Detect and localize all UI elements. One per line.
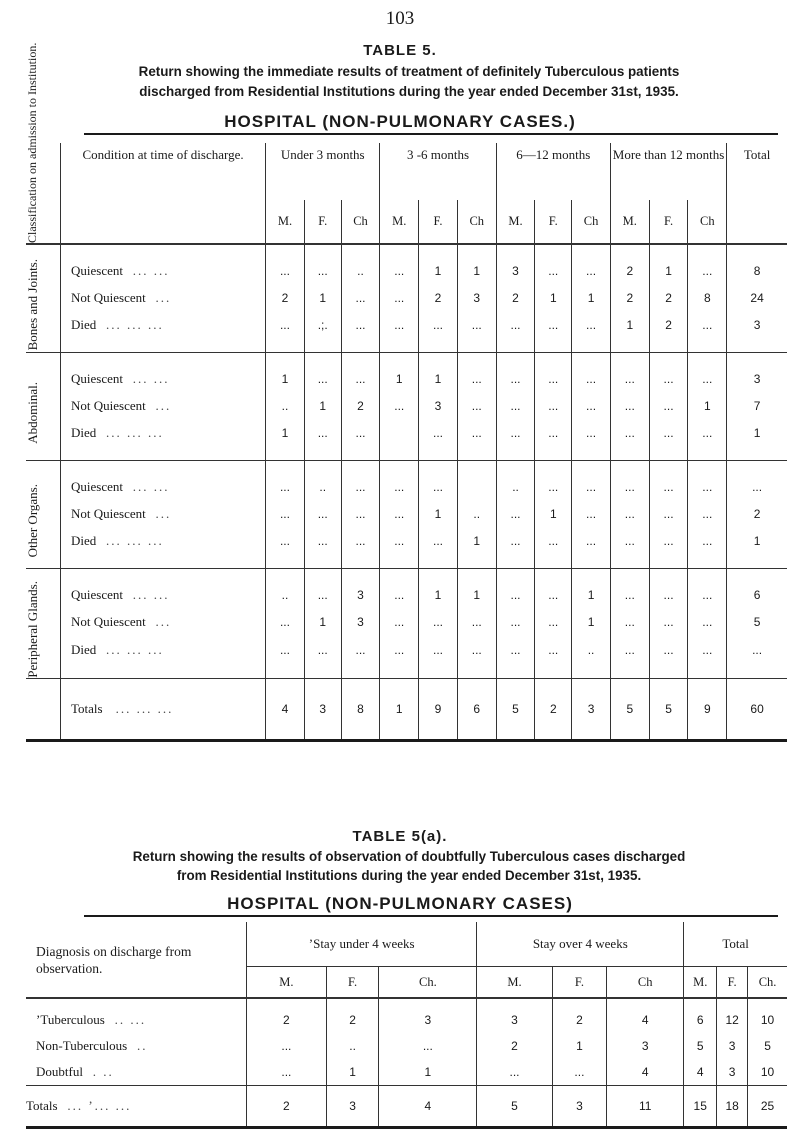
value-cell: ... <box>380 500 419 527</box>
value-cell: ... <box>457 311 496 353</box>
value-cell: ... <box>535 244 572 284</box>
value-cell: .. <box>341 244 380 284</box>
total-cell: 3 <box>326 1086 379 1128</box>
value-cell: 1 <box>535 500 572 527</box>
value-cell: ... <box>266 636 305 678</box>
value-cell: 1 <box>419 244 458 284</box>
sub-f: F. <box>552 967 606 999</box>
value-cell: ... <box>572 500 611 527</box>
value-cell: ... <box>380 569 419 609</box>
value-cell: 1 <box>572 609 611 636</box>
value-cell: ... <box>649 419 688 461</box>
value-cell: 3 <box>477 998 552 1033</box>
sub-ch: Ch <box>688 200 727 244</box>
sub-m: M. <box>247 967 327 999</box>
value-cell: ... <box>649 636 688 678</box>
value-cell: 4 <box>607 998 684 1033</box>
total-header: Total <box>727 143 787 244</box>
value-cell: ... <box>304 353 341 393</box>
condition-label: Quiescent ... ... <box>61 569 266 609</box>
value-cell: ... <box>419 636 458 678</box>
grand-total-cell: 60 <box>727 678 787 740</box>
total-cell: 5 <box>477 1086 552 1128</box>
sub-ch: Ch <box>607 967 684 999</box>
total-cell: 5 <box>496 678 535 740</box>
table5-totals-row <box>26 678 787 740</box>
period-header-6-12: 6—12 months <box>496 143 610 200</box>
value-cell: ... <box>380 609 419 636</box>
row-total-cell: ... <box>727 636 787 678</box>
sub-f: F. <box>304 200 341 244</box>
value-cell: 3 <box>419 392 458 419</box>
sub-f: F. <box>649 200 688 244</box>
total-cell: 3 <box>552 1086 606 1128</box>
condition-label: Not Quiescent ... <box>61 284 266 311</box>
value-cell: ... <box>535 392 572 419</box>
value-cell: ... <box>572 392 611 419</box>
diagnosis-label: ’Tuberculous .. ... <box>26 998 247 1033</box>
condition-header: Condition at time of discharge. <box>61 143 266 244</box>
group-label: Peripheral Glands. <box>26 569 61 679</box>
row-total-cell: 2 <box>753 506 761 521</box>
value-cell: ... <box>496 311 535 353</box>
group-label: Bones and Joints. <box>26 244 61 353</box>
value-cell: 2 <box>326 998 379 1033</box>
sub-m: M. <box>477 967 552 999</box>
value-cell: ... <box>610 461 649 501</box>
sub-ch: Ch <box>457 200 496 244</box>
value-cell: 2 <box>419 284 458 311</box>
value-cell: ... <box>341 284 380 311</box>
sub-m: M. <box>610 200 649 244</box>
table5-row <box>26 461 787 501</box>
value-cell: ... <box>496 353 535 393</box>
value-cell: ... <box>457 636 496 678</box>
table5-row <box>26 353 787 393</box>
table5a-subtitle-rule <box>84 915 778 917</box>
total-cell: 3 <box>572 678 611 740</box>
value-cell: ... <box>304 244 341 284</box>
value-cell: ... <box>419 311 458 353</box>
value-cell: ... <box>688 353 727 393</box>
total-cell: 8 <box>341 678 380 740</box>
value-cell: 3 <box>379 998 477 1033</box>
value-cell: 1 <box>379 1059 477 1086</box>
value-cell: 2 <box>610 244 649 284</box>
value-cell: ... <box>341 636 380 678</box>
value-cell: ... <box>496 392 535 419</box>
stay-under-4-header: ’Stay under 4 weeks <box>247 922 477 967</box>
sub-m: M. <box>266 200 305 244</box>
condition-label: Died ... ... ... <box>61 311 266 353</box>
value-cell <box>457 461 496 501</box>
value-cell: 1 <box>419 569 458 609</box>
value-cell: 1 <box>572 284 611 311</box>
table5a-subtitle: HOSPITAL (NON-PULMONARY CASES) <box>227 894 573 913</box>
value-cell: ... <box>457 353 496 393</box>
sub-f: F. <box>326 967 379 999</box>
value-cell: ... <box>247 1059 327 1086</box>
table5-row <box>26 569 787 609</box>
table5-row <box>26 609 787 636</box>
value-cell: 1 <box>688 392 727 419</box>
value-cell: ... <box>380 284 419 311</box>
value-cell: ... <box>266 500 305 527</box>
condition-label: Died ... ... ... <box>61 527 266 569</box>
diagnosis-header: Diagnosis on discharge from observation. <box>26 922 247 998</box>
value-cell: ... <box>688 419 727 461</box>
value-cell: 1 <box>572 569 611 609</box>
value-cell: 1 <box>610 311 649 353</box>
table5-description-line1: Return showing the immediate results of treatment of definitely Tuberculous patients <box>138 64 680 79</box>
value-cell: ... <box>304 569 341 609</box>
stay-over-4-header: Stay over 4 weeks <box>477 922 684 967</box>
total-cell: 2 <box>535 678 572 740</box>
value-cell: ... <box>649 527 688 569</box>
diagnosis-label: Non-Tuberculous .. <box>26 1033 247 1059</box>
value-cell: ... <box>610 419 649 461</box>
value-cell: ... <box>610 392 649 419</box>
condition-label: Quiescent ... ... <box>61 244 266 284</box>
value-cell: .. <box>572 636 611 678</box>
value-cell: ... <box>535 461 572 501</box>
total-header: Total <box>684 922 787 967</box>
value-cell: ... <box>610 636 649 678</box>
sub-ch: Ch. <box>748 967 787 999</box>
condition-label: Quiescent ... ... <box>61 461 266 501</box>
value-cell: 5 <box>764 1039 771 1053</box>
value-cell: 1 <box>552 1033 606 1059</box>
table5-subtitle-rule <box>84 133 778 135</box>
row-total-cell: 5 <box>753 615 761 630</box>
value-cell: ... <box>341 353 380 393</box>
diagnosis-label: Doubtful . .. <box>26 1059 247 1086</box>
value-cell: ... <box>688 636 727 678</box>
sub-ch: Ch. <box>379 967 477 999</box>
sub-f: F. <box>717 967 748 999</box>
table5-row <box>26 284 787 311</box>
value-cell: 3 <box>717 1059 748 1086</box>
value-cell: 2 <box>552 998 606 1033</box>
value-cell: ... <box>496 419 535 461</box>
value-cell <box>380 419 419 461</box>
sub-ch: Ch <box>572 200 611 244</box>
value-cell: ... <box>380 636 419 678</box>
value-cell: ... <box>266 244 305 284</box>
value-cell: ... <box>419 419 458 461</box>
value-cell: ... <box>380 244 419 284</box>
value-cell: 5 <box>684 1033 717 1059</box>
value-cell: ... <box>266 311 305 353</box>
sub-f: F. <box>419 200 458 244</box>
value-cell: ... <box>535 419 572 461</box>
row-total-cell: 24 <box>750 290 764 305</box>
total-cell: 15 <box>684 1086 717 1128</box>
value-cell: ... <box>341 527 380 569</box>
value-cell: 10 <box>760 1065 775 1079</box>
total-cell: 1 <box>380 678 419 740</box>
value-cell: ... <box>419 609 458 636</box>
row-total-cell: 8 <box>753 263 761 278</box>
value-cell: ... <box>688 461 727 501</box>
value-cell: ... <box>457 419 496 461</box>
value-cell: 1 <box>304 392 341 419</box>
value-cell: .;. <box>304 311 341 353</box>
row-total-cell: 3 <box>753 371 761 386</box>
value-cell: 2 <box>496 284 535 311</box>
value-cell: ... <box>688 609 727 636</box>
value-cell: ... <box>535 609 572 636</box>
value-cell: 3 <box>341 609 380 636</box>
value-cell: ... <box>649 461 688 501</box>
row-total-cell: 3 <box>727 311 787 353</box>
table5-description-line2: discharged from Residential Institutions during the year ended December 31st, 1935. <box>139 84 679 99</box>
value-cell: ... <box>304 419 341 461</box>
value-cell: ... <box>552 1059 606 1086</box>
condition-label: Not Quiescent ... <box>61 500 266 527</box>
table5-subtitle: HOSPITAL (NON-PULMONARY CASES.) <box>224 112 576 131</box>
table5a <box>26 922 787 1129</box>
value-cell: ... <box>419 461 458 501</box>
total-cell: 6 <box>457 678 496 740</box>
table5-row <box>26 392 787 419</box>
value-cell: ... <box>380 392 419 419</box>
value-cell: 3 <box>496 244 535 284</box>
value-cell: 2 <box>341 392 380 419</box>
value-cell: ... <box>304 500 341 527</box>
totals-label: Totals ... ’... ... <box>26 1086 247 1128</box>
sub-m: M. <box>496 200 535 244</box>
period-header-under-3: Under 3 months <box>266 143 380 200</box>
value-cell: ... <box>457 609 496 636</box>
value-cell: ... <box>572 353 611 393</box>
value-cell: ... <box>496 527 535 569</box>
value-cell: ... <box>341 461 380 501</box>
value-cell: ... <box>496 636 535 678</box>
value-cell: 1 <box>380 353 419 393</box>
condition-label: Died ... ... ... <box>61 636 266 678</box>
condition-label: Quiescent ... ... <box>61 353 266 393</box>
table5-row <box>26 527 787 569</box>
table5a-title: TABLE 5(a). <box>352 828 448 845</box>
value-cell: 3 <box>607 1033 684 1059</box>
value-cell: 2 <box>649 284 688 311</box>
total-cell: 11 <box>607 1086 684 1128</box>
sub-m: M. <box>684 967 717 999</box>
value-cell: ... <box>380 527 419 569</box>
value-cell: 3 <box>341 569 380 609</box>
value-cell: ... <box>649 353 688 393</box>
value-cell: ... <box>535 569 572 609</box>
sub-ch: Ch <box>341 200 380 244</box>
value-cell: ... <box>688 569 727 609</box>
value-cell: ... <box>247 1033 327 1059</box>
table5a-row <box>26 1033 787 1059</box>
value-cell: ... <box>535 636 572 678</box>
value-cell: ... <box>688 500 727 527</box>
group-label: Other Organs. <box>26 461 61 569</box>
value-cell: 1 <box>304 284 341 311</box>
value-cell: .. <box>457 500 496 527</box>
total-cell: 5 <box>610 678 649 740</box>
sub-f: F. <box>535 200 572 244</box>
totals-label: Totals ... ... ... <box>61 678 266 740</box>
value-cell: 1 <box>457 244 496 284</box>
classification-header: Classification on admission to Institution. <box>26 143 61 244</box>
row-total-cell: ... <box>752 479 763 494</box>
value-cell: ... <box>688 244 727 284</box>
table5a-row <box>26 1059 787 1086</box>
value-cell: ... <box>535 353 572 393</box>
value-cell: 1 <box>457 569 496 609</box>
value-cell: .. <box>326 1033 379 1059</box>
value-cell: 10 <box>760 1013 775 1027</box>
value-cell: ... <box>688 311 727 353</box>
total-cell: 5 <box>649 678 688 740</box>
total-cell: 4 <box>379 1086 477 1128</box>
value-cell: ... <box>379 1033 477 1059</box>
value-cell: ... <box>419 527 458 569</box>
value-cell: ... <box>266 461 305 501</box>
value-cell: ... <box>380 311 419 353</box>
value-cell: ... <box>572 527 611 569</box>
value-cell: ... <box>266 609 305 636</box>
value-cell: ... <box>649 392 688 419</box>
period-header-3-6: 3 -6 months <box>380 143 496 200</box>
value-cell: 1 <box>326 1059 379 1086</box>
group-label: Abdominal. <box>26 353 61 461</box>
value-cell: 1 <box>266 419 305 461</box>
value-cell: 12 <box>717 998 748 1033</box>
page-number: 103 <box>385 8 415 29</box>
value-cell: 1 <box>266 353 305 393</box>
total-cell: 9 <box>419 678 458 740</box>
value-cell: ... <box>380 461 419 501</box>
value-cell: ... <box>304 527 341 569</box>
condition-label: Died ... ... ... <box>61 419 266 461</box>
total-cell: 4 <box>266 678 305 740</box>
value-cell: 4 <box>607 1059 684 1086</box>
value-cell: 1 <box>304 609 341 636</box>
value-cell: 2 <box>247 998 327 1033</box>
value-cell: ... <box>496 569 535 609</box>
value-cell: 2 <box>649 311 688 353</box>
value-cell: .. <box>496 461 535 501</box>
value-cell: ... <box>649 569 688 609</box>
value-cell: 1 <box>457 527 496 569</box>
value-cell: .. <box>266 392 305 419</box>
total-cell: 3 <box>304 678 341 740</box>
total-cell: 18 <box>717 1086 748 1128</box>
table5-title: TABLE 5. <box>363 42 437 59</box>
value-cell: 2 <box>266 284 305 311</box>
value-cell: ... <box>688 527 727 569</box>
value-cell: 2 <box>477 1033 552 1059</box>
value-cell: .. <box>266 569 305 609</box>
total-cell: 9 <box>688 678 727 740</box>
condition-label: Not Quiescent ... <box>61 392 266 419</box>
value-cell: ... <box>572 419 611 461</box>
value-cell: ... <box>610 353 649 393</box>
value-cell: ... <box>341 419 380 461</box>
table5-row <box>26 500 787 527</box>
value-cell: 1 <box>649 244 688 284</box>
value-cell: 8 <box>688 284 727 311</box>
table5a-row <box>26 998 787 1033</box>
value-cell: ... <box>457 392 496 419</box>
value-cell: ... <box>266 527 305 569</box>
condition-label: Not Quiescent ... <box>61 609 266 636</box>
value-cell: ... <box>496 609 535 636</box>
table5-row <box>26 244 787 284</box>
value-cell: ... <box>610 569 649 609</box>
value-cell: 6 <box>684 998 717 1033</box>
value-cell: ... <box>610 609 649 636</box>
value-cell: ... <box>649 609 688 636</box>
value-cell: ... <box>572 311 611 353</box>
row-total-cell: 6 <box>753 587 761 602</box>
value-cell: ... <box>341 500 380 527</box>
value-cell: 1 <box>419 500 458 527</box>
value-cell: ... <box>535 311 572 353</box>
value-cell: ... <box>610 500 649 527</box>
total-cell: 25 <box>748 1086 787 1128</box>
value-cell: ... <box>304 636 341 678</box>
value-cell: ... <box>341 311 380 353</box>
table5a-description-line2: from Residential Institutions during the year ended December 31st, 1935. <box>176 868 642 883</box>
table5a-totals-row <box>26 1086 787 1128</box>
value-cell: ... <box>610 527 649 569</box>
value-cell: 2 <box>610 284 649 311</box>
period-header-over-12: More than 12 months <box>610 143 726 200</box>
value-cell: 3 <box>717 1033 748 1059</box>
value-cell: ... <box>477 1059 552 1086</box>
value-cell: 3 <box>457 284 496 311</box>
table5-row <box>26 311 787 353</box>
row-total-cell: 7 <box>753 398 761 413</box>
value-cell: ... <box>572 244 611 284</box>
value-cell: 1 <box>419 353 458 393</box>
value-cell: ... <box>649 500 688 527</box>
value-cell: .. <box>304 461 341 501</box>
table5-row <box>26 636 787 678</box>
value-cell: ... <box>496 500 535 527</box>
value-cell: ... <box>572 461 611 501</box>
value-cell: ... <box>535 527 572 569</box>
row-total-cell: 1 <box>727 527 787 569</box>
total-cell: 2 <box>247 1086 327 1128</box>
value-cell: 4 <box>684 1059 717 1086</box>
row-total-cell: 1 <box>727 419 787 461</box>
table5-row <box>26 419 787 461</box>
sub-m: M. <box>380 200 419 244</box>
table5a-description-line1: Return showing the results of observation of doubtfully Tuberculous cases discharged <box>132 849 686 864</box>
value-cell: 1 <box>535 284 572 311</box>
